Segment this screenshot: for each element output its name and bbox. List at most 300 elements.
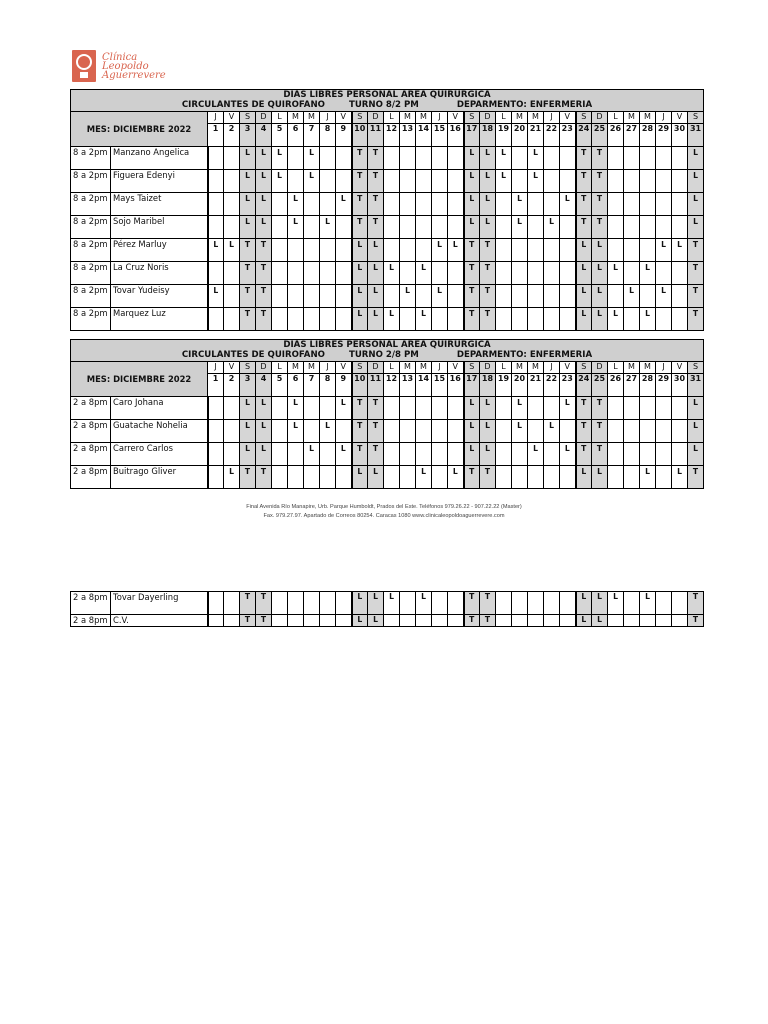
day-mark-cell (528, 285, 544, 308)
day-mark-cell (512, 239, 528, 262)
weekday-letter: D (480, 112, 496, 124)
day-mark-cell (448, 420, 464, 443)
day-mark-cell: L (480, 397, 496, 420)
day-mark-cell (224, 592, 240, 615)
day-mark-cell (336, 239, 352, 262)
day-mark-cell (416, 420, 432, 443)
day-mark-cell (672, 443, 688, 466)
day-mark-cell (512, 147, 528, 170)
departamento-label: DEPARMENTO: ENFERMERÍA (456, 100, 593, 110)
day-mark-cell: L (560, 397, 576, 420)
day-number: 24 (576, 124, 592, 147)
day-mark-cell (272, 443, 288, 466)
day-mark-cell (672, 420, 688, 443)
day-number: 25 (592, 374, 608, 397)
day-mark-cell (560, 170, 576, 193)
day-number: 26 (608, 124, 624, 147)
day-mark-cell (272, 397, 288, 420)
day-mark-cell (320, 193, 336, 216)
day-mark-cell (608, 443, 624, 466)
day-mark-cell (384, 170, 400, 193)
day-mark-cell (608, 466, 624, 489)
day-number: 19 (496, 374, 512, 397)
day-mark-cell (640, 420, 656, 443)
day-mark-cell: L (240, 420, 256, 443)
table-title: DIAS LIBRES PERSONAL AREA QUIRÚRGICA (71, 90, 704, 101)
shift-cell: 2 a 8pm (71, 443, 111, 466)
day-mark-cell: T (240, 239, 256, 262)
day-mark-cell: L (304, 170, 320, 193)
day-mark-cell: L (256, 420, 272, 443)
day-mark-cell (448, 397, 464, 420)
day-mark-cell (496, 615, 512, 627)
day-mark-cell (208, 308, 224, 331)
weekday-letter: M (304, 112, 320, 124)
day-mark-cell (384, 239, 400, 262)
day-number: 4 (256, 374, 272, 397)
day-mark-cell: L (640, 592, 656, 615)
day-mark-cell (224, 147, 240, 170)
day-mark-cell (384, 420, 400, 443)
day-mark-cell: T (256, 466, 272, 489)
day-mark-cell (272, 193, 288, 216)
day-mark-cell (400, 147, 416, 170)
weekday-letter: J (544, 362, 560, 374)
day-mark-cell: L (464, 193, 480, 216)
day-mark-cell (336, 147, 352, 170)
day-number: 26 (608, 374, 624, 397)
weekday-letter: J (208, 362, 224, 374)
day-mark-cell: T (592, 170, 608, 193)
day-mark-cell (608, 193, 624, 216)
day-mark-cell (304, 216, 320, 239)
day-mark-cell (640, 615, 656, 627)
logo-line-1: Clínica (102, 51, 138, 63)
day-number: 17 (464, 124, 480, 147)
day-mark-cell (304, 193, 320, 216)
weekday-letter: M (624, 112, 640, 124)
day-mark-cell: L (576, 239, 592, 262)
turno-label: TURNO 2/8 PM (348, 350, 419, 360)
weekday-letter: M (416, 362, 432, 374)
day-mark-cell: T (576, 216, 592, 239)
day-mark-cell (608, 397, 624, 420)
day-mark-cell: L (528, 443, 544, 466)
day-mark-cell (640, 239, 656, 262)
day-mark-cell: L (272, 170, 288, 193)
day-number: 12 (384, 374, 400, 397)
day-mark-cell (208, 262, 224, 285)
day-mark-cell: L (496, 147, 512, 170)
day-mark-cell: L (288, 216, 304, 239)
day-mark-cell: L (576, 308, 592, 331)
weekday-letter: M (400, 362, 416, 374)
logo-line-2: Leopoldo (102, 60, 149, 72)
day-mark-cell (560, 262, 576, 285)
weekday-letter: D (480, 362, 496, 374)
day-number: 20 (512, 374, 528, 397)
employee-name: Tovar Dayerling (111, 592, 208, 615)
day-mark-cell (640, 193, 656, 216)
day-mark-cell (528, 308, 544, 331)
weekday-letter: L (272, 362, 288, 374)
employee-name: Caro Johana (111, 397, 208, 420)
day-mark-cell (416, 443, 432, 466)
day-mark-cell (560, 592, 576, 615)
day-mark-cell: L (544, 420, 560, 443)
day-mark-cell (272, 285, 288, 308)
weekday-letter: M (640, 112, 656, 124)
table-subtitle (71, 100, 704, 112)
table-row (71, 592, 704, 615)
day-mark-cell: L (352, 285, 368, 308)
day-mark-cell: L (352, 262, 368, 285)
day-number: 13 (400, 124, 416, 147)
day-number: 9 (336, 374, 352, 397)
weekday-letter: J (656, 112, 672, 124)
day-mark-cell (448, 216, 464, 239)
day-mark-cell (624, 308, 640, 331)
day-mark-cell (320, 170, 336, 193)
day-mark-cell: T (352, 420, 368, 443)
day-mark-cell: T (256, 285, 272, 308)
employee-name: C.V. (111, 615, 208, 627)
day-number: 10 (352, 374, 368, 397)
day-mark-cell: T (688, 262, 704, 285)
weekday-letter: L (384, 112, 400, 124)
day-number: 28 (640, 124, 656, 147)
shift-cell: 2 a 8pm (71, 466, 111, 489)
day-mark-cell: T (688, 239, 704, 262)
day-mark-cell (512, 615, 528, 627)
day-mark-cell: L (336, 443, 352, 466)
day-number: 22 (544, 124, 560, 147)
day-mark-cell: L (512, 193, 528, 216)
day-mark-cell (672, 170, 688, 193)
day-mark-cell: T (464, 239, 480, 262)
day-mark-cell (544, 262, 560, 285)
day-mark-cell (624, 466, 640, 489)
day-mark-cell (448, 147, 464, 170)
employee-name: Mays Taizet (111, 193, 208, 216)
day-mark-cell: L (400, 285, 416, 308)
day-number: 6 (288, 374, 304, 397)
day-mark-cell: L (544, 216, 560, 239)
day-mark-cell: L (576, 592, 592, 615)
day-mark-cell (656, 170, 672, 193)
day-mark-cell (400, 193, 416, 216)
day-mark-cell (432, 420, 448, 443)
day-mark-cell (384, 397, 400, 420)
day-number: 27 (624, 124, 640, 147)
shift-cell: 8 a 2pm (71, 216, 111, 239)
day-mark-cell (624, 193, 640, 216)
day-mark-cell (624, 239, 640, 262)
day-mark-cell (320, 466, 336, 489)
day-number: 18 (480, 124, 496, 147)
weekday-letter: M (416, 112, 432, 124)
day-mark-cell: L (672, 466, 688, 489)
weekday-letter: M (288, 362, 304, 374)
day-mark-cell (608, 216, 624, 239)
day-number: 2 (224, 374, 240, 397)
day-mark-cell: T (368, 420, 384, 443)
day-number: 20 (512, 124, 528, 147)
employee-name: Carrero Carlos (111, 443, 208, 466)
day-mark-cell (496, 239, 512, 262)
table-subtitle (71, 350, 704, 362)
day-number: 15 (432, 124, 448, 147)
day-mark-cell: L (624, 285, 640, 308)
day-mark-cell (272, 615, 288, 627)
weekday-letter: V (560, 362, 576, 374)
day-mark-cell (400, 239, 416, 262)
day-number: 10 (352, 124, 368, 147)
day-mark-cell (304, 397, 320, 420)
day-mark-cell (608, 420, 624, 443)
clinic-logo (72, 50, 166, 82)
weekday-letter: M (640, 362, 656, 374)
day-mark-cell (208, 443, 224, 466)
day-mark-cell (416, 193, 432, 216)
table-row (71, 443, 704, 466)
day-mark-cell: L (592, 308, 608, 331)
day-mark-cell (304, 615, 320, 627)
day-mark-cell (624, 397, 640, 420)
day-mark-cell: L (688, 420, 704, 443)
day-mark-cell: L (272, 147, 288, 170)
day-mark-cell: T (464, 615, 480, 627)
circulantes-label: CIRCULANTES DE QUIRÓFANO (181, 350, 325, 360)
day-mark-cell: L (368, 285, 384, 308)
day-mark-cell (560, 147, 576, 170)
weekday-letter: J (432, 362, 448, 374)
day-mark-cell (384, 285, 400, 308)
day-mark-cell (432, 193, 448, 216)
day-mark-cell: L (512, 397, 528, 420)
day-mark-cell: L (688, 147, 704, 170)
day-mark-cell (624, 216, 640, 239)
day-mark-cell: L (448, 466, 464, 489)
day-mark-cell (288, 239, 304, 262)
departamento-label: DEPARMENTO: ENFERMERÍA (456, 350, 593, 360)
day-mark-cell (320, 615, 336, 627)
day-number: 5 (272, 124, 288, 147)
day-mark-cell (384, 615, 400, 627)
weekday-letter: M (512, 362, 528, 374)
day-number: 21 (528, 124, 544, 147)
day-mark-cell: L (288, 193, 304, 216)
day-mark-cell: L (352, 615, 368, 627)
day-mark-cell (512, 170, 528, 193)
day-mark-cell: T (576, 420, 592, 443)
day-mark-cell (448, 592, 464, 615)
day-mark-cell: T (480, 285, 496, 308)
day-mark-cell (544, 308, 560, 331)
day-mark-cell: L (336, 193, 352, 216)
day-mark-cell (528, 615, 544, 627)
day-mark-cell: T (256, 239, 272, 262)
day-mark-cell: L (384, 262, 400, 285)
day-number: 27 (624, 374, 640, 397)
day-mark-cell (336, 466, 352, 489)
day-number: 2 (224, 124, 240, 147)
day-mark-cell: T (240, 262, 256, 285)
day-mark-cell (224, 216, 240, 239)
table-row (71, 193, 704, 216)
day-mark-cell: T (688, 466, 704, 489)
weekday-letter: L (384, 362, 400, 374)
shift-cell: 8 a 2pm (71, 193, 111, 216)
day-mark-cell (336, 308, 352, 331)
day-mark-cell: T (688, 615, 704, 627)
day-mark-cell: L (256, 397, 272, 420)
day-mark-cell (544, 443, 560, 466)
shift-cell: 8 a 2pm (71, 262, 111, 285)
day-mark-cell (608, 285, 624, 308)
day-number: 7 (304, 124, 320, 147)
day-mark-cell (560, 308, 576, 331)
day-mark-cell (400, 443, 416, 466)
employee-name: Figuera Edenyi (111, 170, 208, 193)
day-mark-cell (400, 262, 416, 285)
weekday-letter: S (688, 112, 704, 124)
weekday-letter: S (352, 362, 368, 374)
weekday-letter: M (624, 362, 640, 374)
day-mark-cell (416, 216, 432, 239)
footer-line-2: Fax. 979.27.97. Apartado de Correos 80254. Caracas 1080 www.clinicaleopoldoaguerrevere.com (263, 513, 505, 519)
day-mark-cell: L (208, 285, 224, 308)
day-mark-cell (400, 592, 416, 615)
day-mark-cell (512, 262, 528, 285)
day-mark-cell (336, 615, 352, 627)
weekday-letter: V (672, 362, 688, 374)
day-mark-cell (640, 170, 656, 193)
day-mark-cell: T (688, 592, 704, 615)
day-mark-cell: L (464, 443, 480, 466)
weekday-letter: D (592, 112, 608, 124)
day-mark-cell (656, 216, 672, 239)
day-mark-cell (208, 420, 224, 443)
day-mark-cell (320, 147, 336, 170)
day-mark-cell (320, 262, 336, 285)
day-mark-cell (288, 466, 304, 489)
day-mark-cell (560, 466, 576, 489)
day-mark-cell: L (384, 308, 400, 331)
day-mark-cell (640, 397, 656, 420)
day-mark-cell (320, 443, 336, 466)
day-mark-cell (560, 615, 576, 627)
day-mark-cell (656, 147, 672, 170)
day-mark-cell: L (304, 147, 320, 170)
day-mark-cell: L (224, 239, 240, 262)
day-mark-cell (208, 592, 224, 615)
day-mark-cell (336, 420, 352, 443)
weekday-letter: S (576, 362, 592, 374)
day-mark-cell (320, 308, 336, 331)
day-mark-cell: L (240, 170, 256, 193)
day-number: 12 (384, 124, 400, 147)
weekday-letter: L (496, 112, 512, 124)
day-mark-cell (288, 147, 304, 170)
day-mark-cell: L (480, 443, 496, 466)
day-mark-cell: L (576, 615, 592, 627)
weekday-letter: V (448, 112, 464, 124)
day-mark-cell: L (256, 170, 272, 193)
day-number: 17 (464, 374, 480, 397)
day-mark-cell (272, 592, 288, 615)
day-mark-cell: L (480, 170, 496, 193)
day-mark-cell (272, 239, 288, 262)
day-mark-cell: L (352, 592, 368, 615)
day-number: 9 (336, 124, 352, 147)
day-mark-cell (288, 262, 304, 285)
day-mark-cell (320, 397, 336, 420)
day-mark-cell: T (480, 239, 496, 262)
day-mark-cell: L (640, 308, 656, 331)
day-mark-cell (224, 308, 240, 331)
day-mark-cell: L (480, 216, 496, 239)
day-mark-cell (288, 615, 304, 627)
weekday-letter: L (272, 112, 288, 124)
day-mark-cell (304, 592, 320, 615)
day-mark-cell: L (592, 239, 608, 262)
shift-cell: 8 a 2pm (71, 285, 111, 308)
day-mark-cell: L (416, 308, 432, 331)
day-mark-cell (272, 420, 288, 443)
day-mark-cell: L (304, 443, 320, 466)
day-mark-cell: T (592, 397, 608, 420)
day-mark-cell (304, 420, 320, 443)
day-mark-cell (432, 443, 448, 466)
day-mark-cell: L (448, 239, 464, 262)
day-mark-cell: L (496, 170, 512, 193)
employee-name: Sojo Maribel (111, 216, 208, 239)
day-number: 23 (560, 124, 576, 147)
weekday-letter: D (592, 362, 608, 374)
day-mark-cell (272, 308, 288, 331)
day-number: 8 (320, 374, 336, 397)
day-mark-cell: L (528, 147, 544, 170)
day-mark-cell (448, 615, 464, 627)
weekday-letter: S (240, 112, 256, 124)
day-mark-cell: L (608, 592, 624, 615)
day-mark-cell: T (480, 592, 496, 615)
day-mark-cell: T (368, 193, 384, 216)
day-number: 25 (592, 124, 608, 147)
weekday-letter: V (672, 112, 688, 124)
weekday-letter: J (432, 112, 448, 124)
day-mark-cell: T (256, 615, 272, 627)
day-mark-cell (416, 147, 432, 170)
day-mark-cell: T (480, 262, 496, 285)
day-mark-cell (656, 443, 672, 466)
day-mark-cell (496, 443, 512, 466)
day-mark-cell: T (576, 147, 592, 170)
day-number: 22 (544, 374, 560, 397)
day-mark-cell: L (640, 466, 656, 489)
day-mark-cell (672, 308, 688, 331)
day-mark-cell: T (352, 397, 368, 420)
day-mark-cell: L (384, 592, 400, 615)
day-mark-cell (432, 397, 448, 420)
weekday-letter: S (576, 112, 592, 124)
day-mark-cell: L (240, 443, 256, 466)
schedule-table-morning (70, 89, 704, 331)
day-mark-cell: L (480, 420, 496, 443)
weekday-letter: M (400, 112, 416, 124)
weekday-letter: D (368, 112, 384, 124)
